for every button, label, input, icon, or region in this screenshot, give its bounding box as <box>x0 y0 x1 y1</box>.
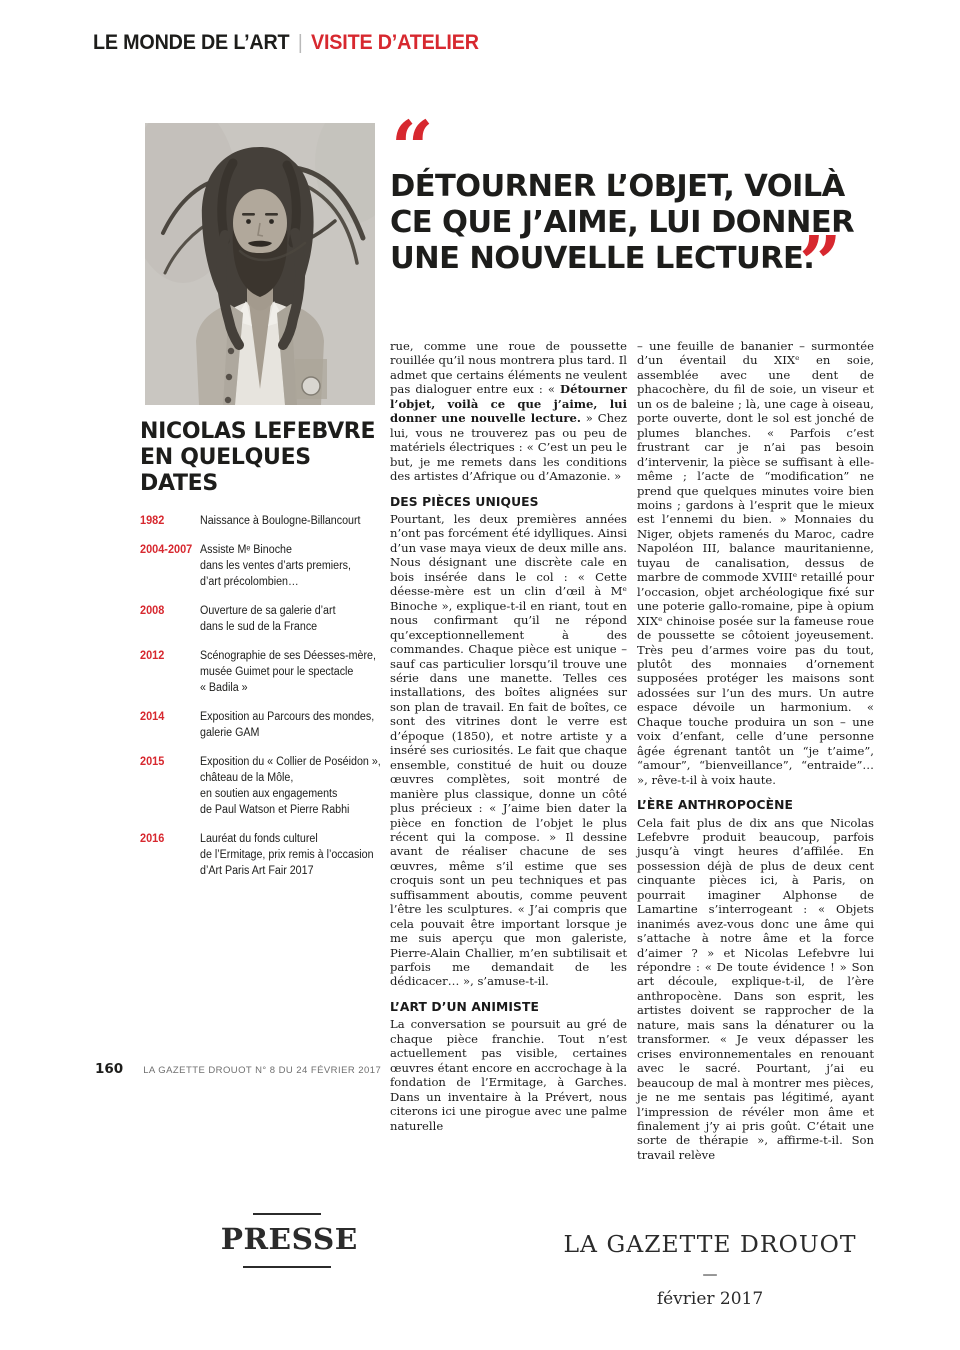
timeline-entry <box>140 542 400 590</box>
close-quote-icon: ” <box>799 221 838 307</box>
text-run: rue, comme une roue de poussette rouillée qu’il nous montrera plus tard. Il admet que certains éléments ne veulent pas dialoguer entre eux : « <box>390 339 627 397</box>
timeline-description: Scénographie de ses Déesses-mère, musée Guimet pour le spectacle « Badila » <box>200 650 376 694</box>
rubric-separator: | <box>297 32 303 54</box>
gazette-separator: — <box>702 1265 718 1284</box>
press-rule-top <box>253 1213 321 1215</box>
gazette-brand: LA GAZETTE DROUOT <box>563 1232 857 1258</box>
timeline-entry <box>140 648 400 696</box>
section-heading: L’ÈRE ANTHROPOCÈNE <box>637 798 794 813</box>
timeline-year: 2016 <box>140 833 165 845</box>
press-label: PRESSE <box>220 1222 358 1256</box>
article-paragraph <box>637 339 874 787</box>
article-paragraph <box>390 512 627 989</box>
article-paragraph <box>637 816 874 1163</box>
sidebar-title-line-1: NICOLAS LEFEBVRE <box>140 419 376 444</box>
gazette-date: février 2017 <box>656 1289 764 1310</box>
section-heading: L’ART D’UN ANIMISTE <box>390 999 539 1014</box>
page-number: 160 <box>95 1061 124 1077</box>
timeline-entry <box>140 513 400 529</box>
article-column-2 <box>637 339 874 1162</box>
rubric-section: LE MONDE DE L’ART <box>93 31 290 54</box>
press-stamp <box>220 1213 358 1268</box>
text-run: » Chez lui, vous ne trouverez pas ou peu de matériels électriques : « C’est un peu le but, je me remets dans les conditions des artistes d’Afrique ou d’Amazonie. » <box>390 411 628 484</box>
timeline-description: Assiste Mᵉ Binoche dans les ventes d’arts premiers, d’art précolombien… <box>200 544 351 588</box>
timeline-year: 2014 <box>140 711 165 723</box>
timeline-year: 2015 <box>140 756 165 768</box>
timeline-year: 2008 <box>140 605 165 617</box>
sidebar-title <box>140 419 375 497</box>
portrait-illustration <box>145 123 375 405</box>
press-rule-bottom <box>243 1266 331 1268</box>
rubric-subsection: VISITE D’ATELIER <box>311 31 479 54</box>
text-run: La conversation se poursuit au gré de chaque pièce franchie. Tout n’est actuellement pas visible, certaines œuvres étant encore en accrochage à la fondation de l’Ermitage, à Garches. Dans un inventaire à la Prévert, nous citerons ici une pirogue avec une palme naturelle <box>390 1017 627 1133</box>
timeline-year: 2004-2007 <box>140 544 193 556</box>
text-run: – une feuille de bananier – surmontée d’un éventail du XIXᵉ en soie, assemblée avec une dent de phacochère, du fil de soie, un viseur et un os de baleine ; là, une cage à oiseau, porte ouverte, dont le sol est jonché de plumes blanches. « Parfois c’est frustrant car je n’ai pas besoin d’intervenir, la pièce se suffisant à elle-même ; l’acte de “modification” ne prend que quelques minutes voire bien moins ; gardons à l’esprit que le mieux est l’ennemi du bien. » Monnaies du Niger, objets ramenés du Maroc, cadre Napoléon III, balance mauritanienne, tuyau de canalisation, dessus de marbre de commode XVIIIᵉ retaillé pour l’occasion, objet archéologique fixé sur une poterie gallo-romaine, pipe à opium XIXᵉ chinoise posée sur la fameuse roue de poussette se côtoient joyeusement. Très peu d’armes voire pas du tout, plutôt des monnaies d’ornement supposées protéger les maisons sont adossées sur l’un des murs. Un autre espace dévoile un harmonium. « Chaque touche produira un son – une voix d’enfant, celle d’une personne âgée égrenant tantôt un “je t’aime”, “amour”, “bienveillance”, “entraide”… », rêve-t-il à voix haute. <box>637 339 874 787</box>
page-footer <box>95 1061 381 1077</box>
portrait-photo <box>145 123 375 405</box>
timeline-description: Ouverture de sa galerie d’art dans le sud de la France <box>200 605 336 633</box>
timeline-year: 2012 <box>140 650 165 662</box>
sidebar-title-line-2: EN QUELQUES <box>140 445 311 470</box>
quoted-phrase: Détourner l’objet, voilà ce que j’aime, lui donner une nouvelle lecture. <box>390 382 627 426</box>
timeline-description: Exposition au Parcours des mondes, galerie GAM <box>200 711 375 739</box>
timeline-entry <box>140 754 400 818</box>
timeline-description: Lauréat du fonds culturel de l’Ermitage, prix remis à l’occasion d’Art Paris Art Fair 2017 <box>200 833 374 877</box>
text-run: Cela fait plus de dix ans que Nicolas Lefebvre produit beaucoup, parfois jusqu’à vingt heures d’affilée. En possession déjà de plus de deux cent cinquante pièces ici, à Paris, on pourrait imaginer Alphonse de Lamartine s’interrogeant : « Objets inanimés avez-vous donc une âme qui s’attache à notre âme et la force d’aimer ? » et Nicolas Lefebvre lui répondre : « De toute évidence ! » Son art découle, explique-t-il, de l’ère anthropocène. Dans son esprit, les artistes doivent se rapprocher de la nature, mais sans la dénaturer ou la transformer. « Je veux dépasser les crises environnementales en renouant avec le sacré. Pourtant, j’ai eu beaucoup de mal à montrer mes pièces, je ne me sentais pas légitimé, ayant l’impression de révéler mon âme et finalement j’y ai pris goût. C’était une sorte de thérapie », affirme-t-il. Son travail relève <box>637 815 874 1162</box>
headline-line-2: CE QUE J’AIME, LUI DONNER <box>390 205 854 240</box>
section-heading: DES PIÈCES UNIQUES <box>390 494 539 509</box>
timeline-description: Naissance à Boulogne-Billancourt <box>200 515 361 527</box>
timeline-year: 1982 <box>140 515 165 527</box>
timeline-entry <box>140 831 400 879</box>
article-paragraph <box>390 1017 627 1133</box>
sidebar-title-line-3: DATES <box>140 471 218 496</box>
rubric-header <box>93 31 479 55</box>
headline-line-3: UNE NOUVELLE LECTURE. <box>390 241 815 276</box>
article-column-1 <box>390 339 627 1133</box>
timeline <box>140 513 400 879</box>
timeline-entry <box>140 603 400 635</box>
open-quote-icon: “ <box>391 106 430 192</box>
headline-line-1: DÉTOURNER L’OBJET, VOILÀ <box>390 169 845 204</box>
text-run: Pourtant, les deux premières années n’ont pas forcément été idylliques. Ainsi d’un vase maya vieux de deux mille ans. Nous désignant une discrète cale en bois insérée dans le col : « Cette déesse-mère est un clin d’œil à Mᵉ Binoche », explique-t-il en riant, tout en nous confirmant qu’il ne répond qu’exceptionnellement à des commandes. Chaque pièce est unique – sauf cas particulier lorsqu’il trouve une série dans une manette. Telles ces installations, des boîtes alignées sur son plan de travail. En fait de boîtes, ce sont des vitrines dont le verre est d’époque (1850), et notre artiste y a inséré ses curiosités. Le fait que chaque ensemble, constitué de huit ou douze œuvres complètes, soit montré de manière plus classique, donne un côté plus précieux : « J’aime bien dater la pièce en fonction de l’objet le plus récent qui la compose. » Il dessine avant de réaliser chacune de ses œuvres, même s’il estime que ses croquis sont un peu techniques et pas suffisamment aboutis, comme peuvent l’être les sculptures. « J’ai compris que cela pouvait être important lorsque je me suis aperçu que mon galeriste, Pierre-Alain Challier, m’en subtilisait et parfois me demandait de les dédicacer… », s’amuse-t-il. <box>390 511 627 989</box>
gazette-footer <box>555 1233 865 1308</box>
article-paragraph <box>390 339 627 484</box>
timeline-description: Exposition du « Collier de Poséidon », château de la Môle, en soutien aux engagements de Paul Watson et Pierre Rabhi <box>200 756 381 816</box>
timeline-entry <box>140 709 400 741</box>
footer-credit: LA GAZETTE DROUOT N° 8 DU 24 FÉVRIER 2017 <box>143 1065 382 1076</box>
